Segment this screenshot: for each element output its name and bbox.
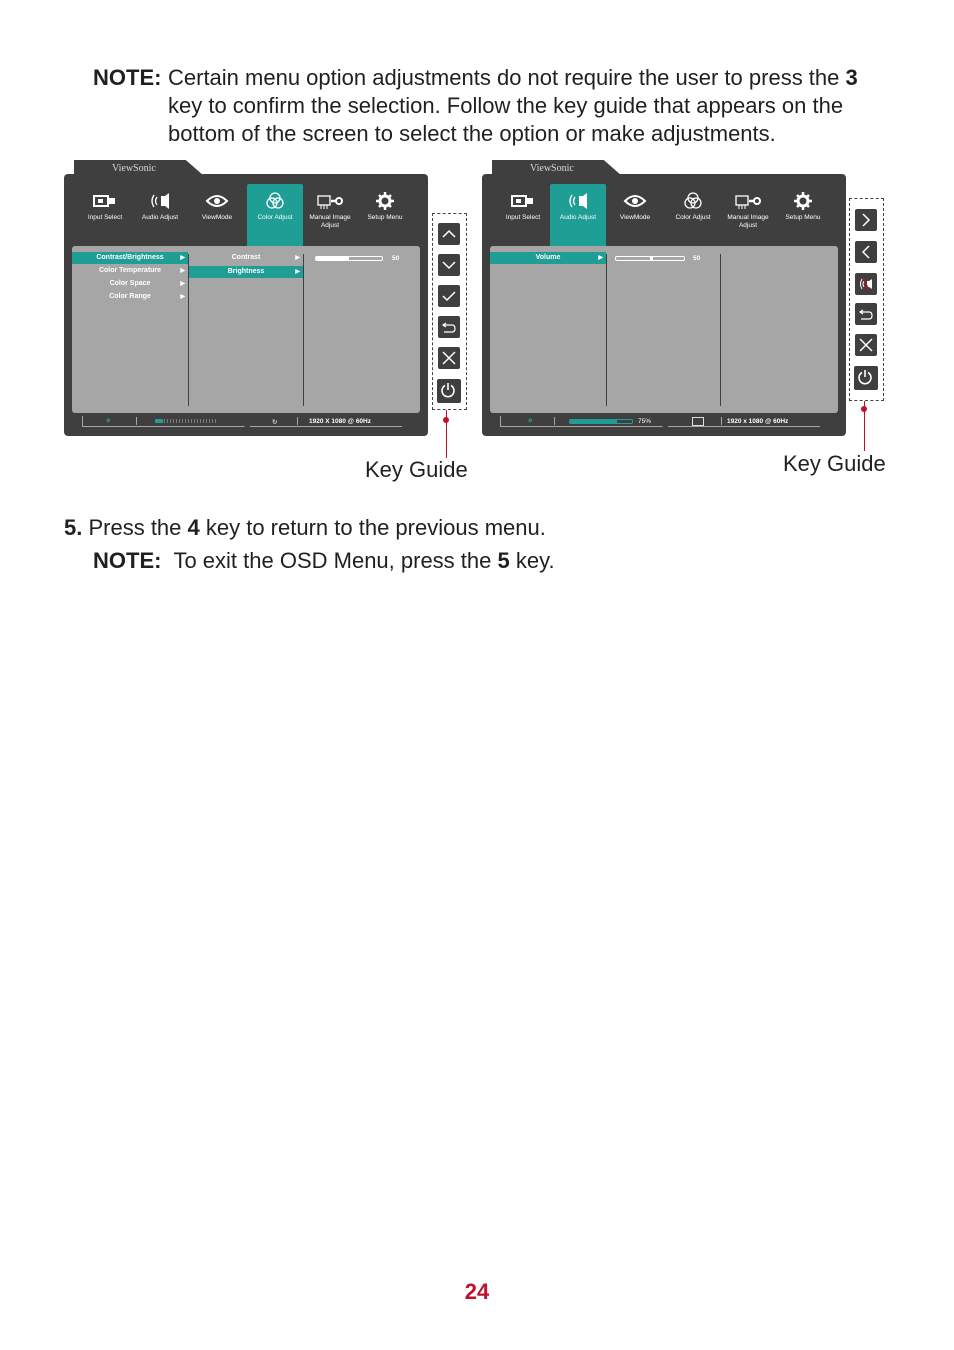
note-key: 3 — [845, 65, 858, 90]
key-power[interactable] — [437, 379, 461, 403]
menu-item-label: Color Adjust — [675, 214, 711, 221]
arrow-right-icon: ▶ — [180, 255, 185, 261]
osd-screen-color-adjust — [64, 160, 428, 436]
osd-screen-audio-adjust — [482, 160, 846, 436]
menu-item-viewmode[interactable] — [607, 184, 663, 238]
key-down-arrow[interactable] — [438, 254, 460, 276]
menu-item-label: Input Select — [87, 214, 123, 221]
menu-item-input-select[interactable] — [495, 184, 551, 238]
arrow-right-icon: ▶ — [295, 255, 300, 261]
eco-icon: ♻ — [528, 418, 533, 424]
gear-icon — [790, 192, 816, 210]
menu-item-label: Manual Image Adjust — [309, 214, 351, 229]
step-text: Press the — [82, 515, 188, 540]
menu-item-input-select[interactable] — [77, 184, 133, 238]
menu-item-label: Audio Adjust — [141, 214, 179, 221]
key-return[interactable] — [855, 303, 877, 325]
menu-item-label: Color Adjust — [257, 214, 293, 221]
submenu-item-label: Volume — [535, 254, 561, 261]
color-circles-icon — [262, 192, 288, 210]
menu-item-label: Audio Adjust — [559, 214, 597, 221]
submenu-item[interactable] — [72, 291, 188, 303]
eye-icon — [204, 192, 230, 210]
key-guide-label-right: Key Guide — [783, 451, 886, 476]
note-paragraph — [93, 64, 883, 148]
slider-fill — [316, 257, 349, 260]
key-guide-right — [849, 198, 884, 401]
note-text: Certain menu option adjustments do not require the user to press the — [168, 65, 846, 90]
note-text-after: key to confirm the selection. Follow the key guide that appears on the bottom of the screen to select the option or make adjustments. — [168, 93, 844, 146]
arrow-right-icon: ▶ — [180, 268, 185, 274]
menu-item-label: Input Select — [505, 214, 541, 221]
submenu-column-1 — [490, 254, 607, 406]
input-select-icon — [92, 192, 118, 210]
osd-main-menu — [502, 184, 822, 244]
aspect-icon — [692, 417, 704, 426]
arrow-right-icon: ▶ — [295, 269, 300, 275]
status-resolution: 1920 x 1080 @ 60Hz — [727, 418, 789, 425]
note-label: NOTE: — [93, 65, 162, 90]
arrow-right-icon: ▶ — [180, 281, 185, 287]
menu-item-manual-image-adjust[interactable] — [302, 184, 358, 238]
speaker-icon — [147, 192, 173, 210]
menu-item-label: Setup Menu — [367, 214, 403, 221]
note-label: NOTE: — [93, 548, 162, 573]
key-left-arrow[interactable] — [855, 241, 877, 263]
key-guide-label-left: Key Guide — [365, 457, 468, 482]
brightness-scale — [164, 419, 218, 423]
divider — [554, 417, 555, 425]
key-right-arrow[interactable] — [855, 209, 877, 231]
note-text: To exit the OSD Menu, press the — [173, 548, 498, 573]
submenu-item-label: Brightness — [227, 268, 265, 275]
menu-item-label: ViewMode — [201, 214, 233, 221]
menu-item-viewmode[interactable] — [189, 184, 245, 238]
brand-logo: ViewSonic — [112, 163, 156, 174]
refresh-icon: ↻ — [272, 419, 278, 426]
key-close[interactable] — [438, 347, 460, 369]
key-check[interactable] — [438, 285, 460, 307]
speaker-icon — [565, 192, 591, 210]
contrast-slider[interactable] — [315, 256, 383, 261]
menu-item-setup-menu[interactable] — [775, 184, 831, 238]
step-number: 5. — [64, 515, 83, 540]
key-mute[interactable] — [855, 273, 877, 295]
arrow-right-icon: ▶ — [180, 294, 185, 300]
step-5 — [64, 514, 546, 542]
volume-scale — [569, 419, 633, 424]
brightness-level — [155, 419, 163, 423]
leader-dot — [861, 406, 867, 412]
volume-level — [570, 420, 617, 423]
eye-icon — [622, 192, 648, 210]
osd-submenu-panel — [72, 246, 420, 413]
submenu-column-2 — [606, 254, 721, 406]
monitor-wrench-icon — [735, 192, 761, 210]
brand-logo: ViewSonic — [530, 163, 574, 174]
key-up-arrow[interactable] — [438, 223, 460, 245]
submenu-item-label: Color Temperature — [98, 267, 162, 274]
submenu-item[interactable] — [72, 265, 188, 277]
step-text-after: key to return to the previous menu. — [199, 515, 546, 540]
status-resolution: 1920 X 1080 @ 60Hz — [309, 418, 371, 425]
submenu-item-label: Contrast — [231, 254, 261, 261]
volume-slider[interactable] — [615, 256, 685, 261]
input-select-icon — [510, 192, 536, 210]
menu-item-label: Setup Menu — [785, 214, 821, 221]
key-power[interactable] — [854, 366, 878, 390]
slider-value: 50 — [392, 255, 400, 262]
color-circles-icon — [680, 192, 706, 210]
submenu-item[interactable] — [490, 252, 606, 264]
note-body — [168, 64, 883, 148]
menu-item-label: ViewMode — [619, 214, 651, 221]
menu-item-audio-adjust[interactable] — [550, 184, 606, 246]
divider — [721, 417, 722, 425]
note-exit — [93, 547, 555, 575]
submenu-item[interactable] — [72, 252, 188, 264]
key-return[interactable] — [438, 316, 460, 338]
submenu-item-label: Color Space — [109, 280, 151, 287]
osd-status-bar — [500, 416, 820, 428]
submenu-item[interactable] — [189, 266, 303, 278]
submenu-item[interactable] — [189, 252, 303, 264]
menu-item-manual-image-adjust[interactable] — [720, 184, 776, 238]
divider — [136, 417, 137, 425]
slider-value: 50 — [693, 255, 701, 262]
submenu-item-label: Contrast/Brightness — [96, 254, 164, 261]
leader-dot — [443, 417, 449, 423]
menu-item-color-adjust[interactable] — [665, 184, 721, 238]
slider-knob[interactable] — [650, 256, 653, 261]
note-key: 5 — [497, 548, 510, 573]
arrow-right-icon: ▶ — [598, 255, 603, 261]
menu-item-audio-adjust[interactable] — [132, 184, 188, 238]
submenu-item[interactable] — [72, 278, 188, 290]
step-key: 4 — [187, 515, 200, 540]
page-number: 24 — [464, 1279, 490, 1304]
osd-submenu-panel — [490, 246, 838, 413]
osd-status-bar — [82, 416, 402, 428]
divider — [297, 417, 298, 425]
gear-icon — [372, 192, 398, 210]
menu-item-color-adjust[interactable] — [247, 184, 303, 246]
note-text-after: key. — [509, 548, 555, 573]
status-percent: 75% — [638, 418, 652, 425]
osd-main-menu — [84, 184, 404, 244]
monitor-wrench-icon — [317, 192, 343, 210]
key-guide-left — [432, 213, 467, 410]
key-close[interactable] — [855, 334, 877, 356]
menu-item-label: Manual Image Adjust — [727, 214, 769, 229]
menu-item-setup-menu[interactable] — [357, 184, 413, 238]
submenu-item-label: Color Range — [109, 293, 151, 300]
eco-icon: ♻ — [106, 418, 111, 424]
